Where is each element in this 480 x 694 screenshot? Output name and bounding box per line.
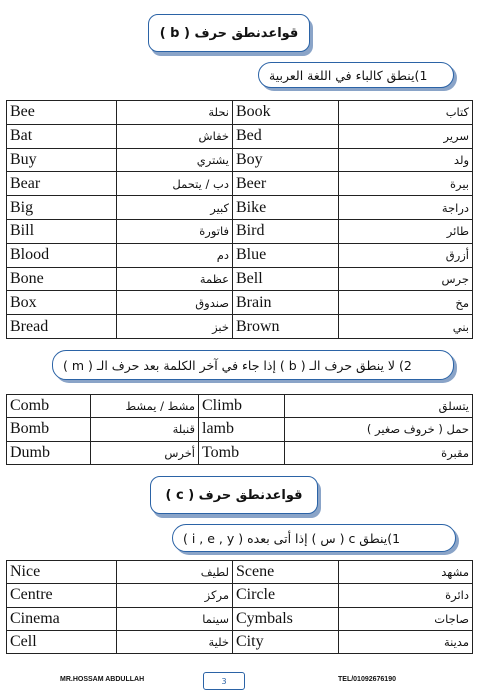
section-b-title: قواعدنطق حرف ( b ) [148,14,310,52]
section-b-table-2 [6,394,473,465]
word-en: Comb [7,395,91,418]
word-ar: بني [339,315,473,339]
word-en: Beer [233,172,339,196]
table-row [7,124,473,148]
word-en: Scene [233,561,339,584]
word-en: Book [233,101,339,125]
section-b-table-1 [6,100,473,339]
table-row [7,243,473,267]
word-en: Brain [233,291,339,315]
footer-author: MR.HOSSAM ABDULLAH [60,676,145,683]
word-en: Boy [233,148,339,172]
word-ar: لطيف [117,561,233,584]
word-en: Bed [233,124,339,148]
word-en: Cinema [7,607,117,630]
word-en: Bread [7,315,117,339]
table-row [7,418,473,441]
word-en: Dumb [7,441,91,464]
word-en: Tomb [199,441,285,464]
word-en: Brown [233,315,339,339]
word-en: Bike [233,196,339,220]
word-ar: مشط / يمشط [91,395,199,418]
word-ar: مشهد [339,561,473,584]
word-ar: سينما [117,607,233,630]
word-en: Cymbals [233,607,339,630]
word-ar: قنبلة [91,418,199,441]
word-en: Bill [7,219,117,243]
table-row [7,630,473,653]
word-en: Circle [233,584,339,607]
word-en: Bell [233,267,339,291]
table-row [7,172,473,196]
word-ar: يشتري [117,148,233,172]
word-ar: كبير [117,196,233,220]
table-row [7,441,473,464]
word-en: Blue [233,243,339,267]
word-en: Buy [7,148,117,172]
table-row [7,395,473,418]
word-ar: فاتورة [117,219,233,243]
word-en: Big [7,196,117,220]
section-c-table-1 [6,560,473,654]
word-ar: يتسلق [285,395,473,418]
word-ar: طائر [339,219,473,243]
word-en: Bat [7,124,117,148]
word-en: Box [7,291,117,315]
word-en: Cell [7,630,117,653]
table-row [7,101,473,125]
word-ar: خلية [117,630,233,653]
word-en: Nice [7,561,117,584]
table-row [7,607,473,630]
word-ar: نحلة [117,101,233,125]
word-en: Bird [233,219,339,243]
word-en: City [233,630,339,653]
word-ar: أخرس [91,441,199,464]
word-ar: صندوق [117,291,233,315]
word-ar: مدينة [339,630,473,653]
table-row [7,148,473,172]
word-ar: عظمة [117,267,233,291]
word-en: Bomb [7,418,91,441]
section-b-rule-2: 2) لا ينطق حرف الـ ( b ) إذا جاء في آخر الكلمة بعد حرف الـ ( m ) [52,350,454,380]
word-en: Bear [7,172,117,196]
word-en: Climb [199,395,285,418]
word-ar: ولد [339,148,473,172]
word-ar: بيرة [339,172,473,196]
table-row [7,584,473,607]
word-ar: دراجة [339,196,473,220]
word-en: Bee [7,101,117,125]
word-en: Centre [7,584,117,607]
section-c-title: قواعدنطق حرف ( c ) [150,476,318,514]
table-row [7,291,473,315]
word-ar: خفاش [117,124,233,148]
word-ar: جرس [339,267,473,291]
word-ar: حمل ( خروف صغير ) [285,418,473,441]
word-ar: كتاب [339,101,473,125]
word-ar: أزرق [339,243,473,267]
word-ar: سرير [339,124,473,148]
word-ar: دم [117,243,233,267]
word-ar: مقبرة [285,441,473,464]
table-row [7,561,473,584]
table-row [7,315,473,339]
word-ar: دب / يتحمل [117,172,233,196]
word-en: Bone [7,267,117,291]
word-ar: مركز [117,584,233,607]
word-ar: دائرة [339,584,473,607]
word-en: Blood [7,243,117,267]
table-row [7,267,473,291]
section-b-rule-1: 1)ينطق كالباء في اللغة العربية [258,62,454,88]
word-ar: صاجات [339,607,473,630]
word-en: lamb [199,418,285,441]
footer-phone: TEL/01092676190 [338,676,396,683]
table-row [7,219,473,243]
word-ar: خبز [117,315,233,339]
table-row [7,196,473,220]
section-c-rule-1: 1)ينطق c ( س ) إذا أتى بعده ( i , e , y ) [172,524,456,552]
word-ar: مخ [339,291,473,315]
page-number: 3 [203,672,245,690]
